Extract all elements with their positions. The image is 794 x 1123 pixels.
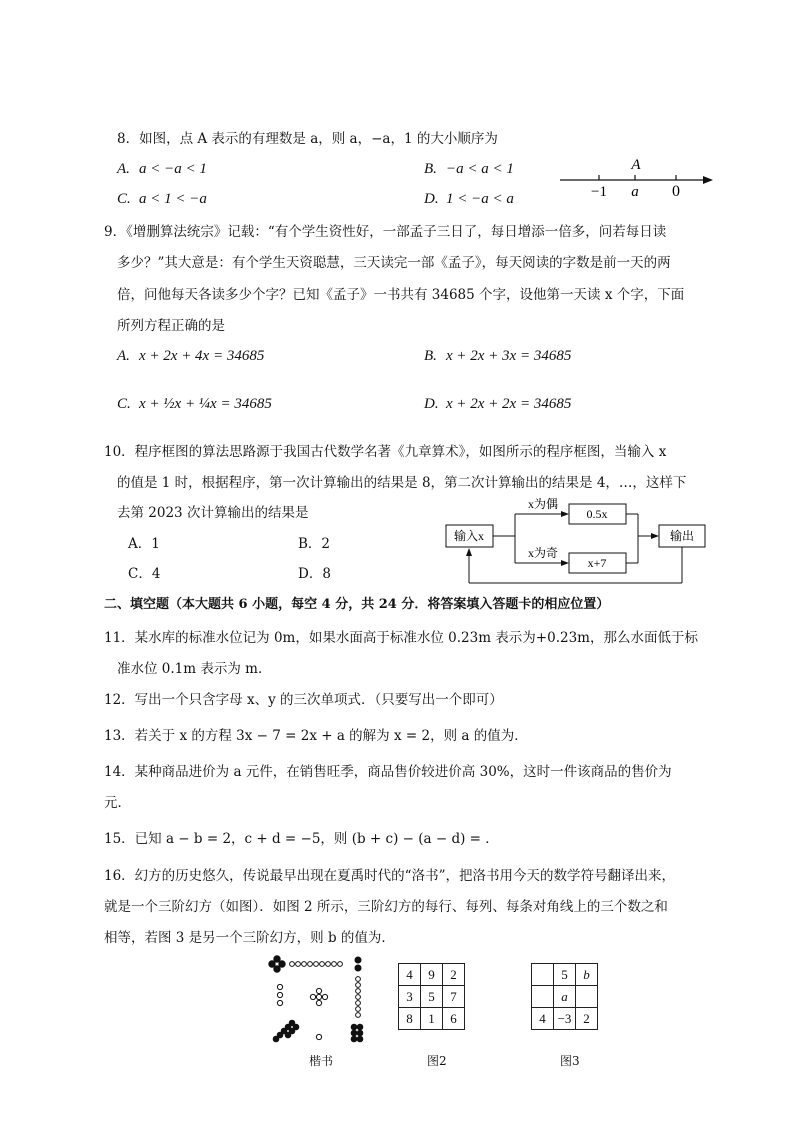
option-label: D. xyxy=(424,396,439,412)
q9-line-3: 倍，问他每天各读多少个字？已知《孟子》一书共有 34685 个字，设他第一天读 x 个字，下面 xyxy=(117,287,685,303)
q14-line-2: 元． xyxy=(104,795,131,811)
q14-line-1: 14．某种商品进价为 a 元件，在销售旺季，商品售价较进价高 30%，这时一件该商品的售价为 xyxy=(104,764,672,780)
q10-option-d xyxy=(298,565,331,583)
option-label: A. xyxy=(117,161,130,177)
fig3-cell: b xyxy=(576,964,598,986)
option-label: D. xyxy=(424,191,439,207)
q15-text: 15．已知 a − b = 2，c + d = −5，则 (b + c) − (a − d) = ． xyxy=(104,831,499,847)
flow-even-op: 0.5x xyxy=(586,507,608,521)
luoshu-dots-figure xyxy=(268,955,373,1047)
option-text: 1 < −a < a xyxy=(446,191,514,207)
fig3-cell xyxy=(532,986,554,1008)
option-label: C. xyxy=(117,191,131,207)
magic-square-fig3 xyxy=(531,963,598,1030)
option-text: a < 1 < −a xyxy=(139,191,207,207)
flow-arrow xyxy=(651,533,659,539)
fig2-cell: 1 xyxy=(421,1008,443,1030)
option-text: x + 2x + 4x = 34685 xyxy=(139,348,265,364)
fig2-cell: 2 xyxy=(443,964,465,986)
option-label: D． xyxy=(298,566,323,582)
q9-line-2: 多少？”其大意是：有个学生天资聪慧，三天读完一部《孟子》，每天阅读的字数是前一天的两 xyxy=(117,255,671,271)
q16-line-1: 16．幻方的历史悠久，传说最早出现在夏禹时代的“洛书”，把洛书用今天的数学符号翻译出来， xyxy=(104,868,675,884)
fig2-cell: 8 xyxy=(399,1008,421,1030)
fig2-caption: 图2 xyxy=(427,1054,447,1068)
option-text: −a < a < 1 xyxy=(446,161,514,177)
q10-option-a xyxy=(128,535,160,553)
flowchart-figure xyxy=(440,492,715,587)
q10-option-c xyxy=(128,565,160,583)
option-label: B. xyxy=(424,348,437,364)
tick-label-zero: 0 xyxy=(672,183,680,200)
fig3-cell xyxy=(576,986,598,1008)
option-text: x + 2x + 2x = 34685 xyxy=(446,396,572,412)
q13-text: 13．若关于 x 的方程 3x − 7 = 2x + a 的解为 x = 2，则 a 的值为． xyxy=(104,728,528,744)
option-label: C． xyxy=(128,566,152,582)
option-label: B. xyxy=(424,161,437,177)
tick-label-minus-one: −1 xyxy=(591,184,607,200)
tick-label-a: a xyxy=(631,184,639,200)
fig2-cell: 4 xyxy=(399,964,421,986)
fig3-cell: 5 xyxy=(554,964,576,986)
q9-option-c xyxy=(117,395,272,413)
magic-square-fig2 xyxy=(398,963,465,1030)
q8-stem: 8．如图，点 A 表示的有理数是 a，则 a，−a，1 的大小顺序为 xyxy=(117,131,498,147)
flow-output-label: 输出 xyxy=(669,529,695,543)
q16-line-2: 就是一个三阶幻方（如图）．如图 2 所示，三阶幻方的每行、每列、每条对角线上的三个数之和 xyxy=(104,899,668,915)
q9-option-d xyxy=(424,395,571,413)
q10-line-3: 去第 2023 次计算输出的结果是 xyxy=(117,505,309,521)
q9-option-b xyxy=(424,347,571,365)
option-text: x + ½x + ¼x = 34685 xyxy=(139,396,272,412)
fig3-caption: 图3 xyxy=(560,1054,580,1068)
q8-option-d xyxy=(424,190,514,208)
q10-option-b xyxy=(298,535,330,553)
q10-line-2: 的值是 1 时，根据程序，第一次计算输出的结果是 8，第二次计算输出的结果是 4，…，这样下 xyxy=(117,475,687,491)
q16-line-3: 相等，若图 3 是另一个三阶幻方，则 b 的值为． xyxy=(104,930,395,946)
q11-line-1: 11．某水库的标准水位记为 0m，如果水面高于标准水位 0.23m 表示为+0.23m，那么水面低于标 xyxy=(104,630,698,646)
q12-text: 12．写出一个只含字母 x、y 的三次单项式．（只要写出一个即可） xyxy=(104,692,503,708)
option-label: B． xyxy=(298,536,322,552)
q11-line-2: 准水位 0.1m 表示为 m． xyxy=(117,661,272,677)
option-text: a < −a < 1 xyxy=(139,161,207,177)
fig1-caption: 楷书 xyxy=(309,1054,334,1068)
q9-option-a xyxy=(117,347,264,365)
flow-arrow xyxy=(561,511,569,517)
flow-arrow xyxy=(561,560,569,566)
q8-option-a xyxy=(117,160,207,178)
section-2-title: 二、填空题（本大题共 6 小题，每空 4 分，共 24 分．将答案填入答题卡的相应位置） xyxy=(104,597,610,612)
fig3-cell: 4 xyxy=(532,1008,554,1030)
option-text: 1 xyxy=(151,536,160,552)
option-label: A. xyxy=(117,348,130,364)
q9-line-1: 9．《增删算法统宗》记载：“有个学生资性好，一部孟子三日了，每日增添一倍多，问若每日读 xyxy=(104,224,667,240)
option-label: A． xyxy=(128,536,152,552)
option-text: 2 xyxy=(321,536,331,552)
point-a-label: A xyxy=(631,157,641,173)
q8-option-c xyxy=(117,190,207,208)
fig2-cell: 6 xyxy=(443,1008,465,1030)
flow-arrow xyxy=(466,548,472,556)
fig3-cell xyxy=(532,964,554,986)
q8-option-b xyxy=(424,160,514,178)
fig2-cell: 7 xyxy=(443,986,465,1008)
option-text: 8 xyxy=(322,566,331,582)
q10-line-1: 10．程序框图的算法思路源于我国古代数学名著《九章算术》，如图所示的程序框图，当输入 x xyxy=(104,444,667,460)
flow-odd-label: x为奇 xyxy=(527,546,559,560)
fig2-cell: 9 xyxy=(421,964,443,986)
flow-odd-op: x+7 xyxy=(587,556,607,570)
fig3-cell: −3 xyxy=(554,1008,576,1030)
option-text: 4 xyxy=(151,566,161,582)
number-line-figure xyxy=(555,152,720,202)
flow-input-label: 输入x xyxy=(453,529,485,543)
fig2-cell: 5 xyxy=(421,986,443,1008)
fig3-cell: a xyxy=(554,986,576,1008)
option-text: x + 2x + 3x = 34685 xyxy=(446,348,572,364)
flow-even-label: x为偶 xyxy=(527,497,559,511)
option-label: C. xyxy=(117,396,131,412)
fig2-cell: 3 xyxy=(399,986,421,1008)
number-line-arrow xyxy=(703,176,713,184)
fig3-cell: 2 xyxy=(576,1008,598,1030)
q9-line-4: 所列方程正确的是 xyxy=(117,318,225,334)
